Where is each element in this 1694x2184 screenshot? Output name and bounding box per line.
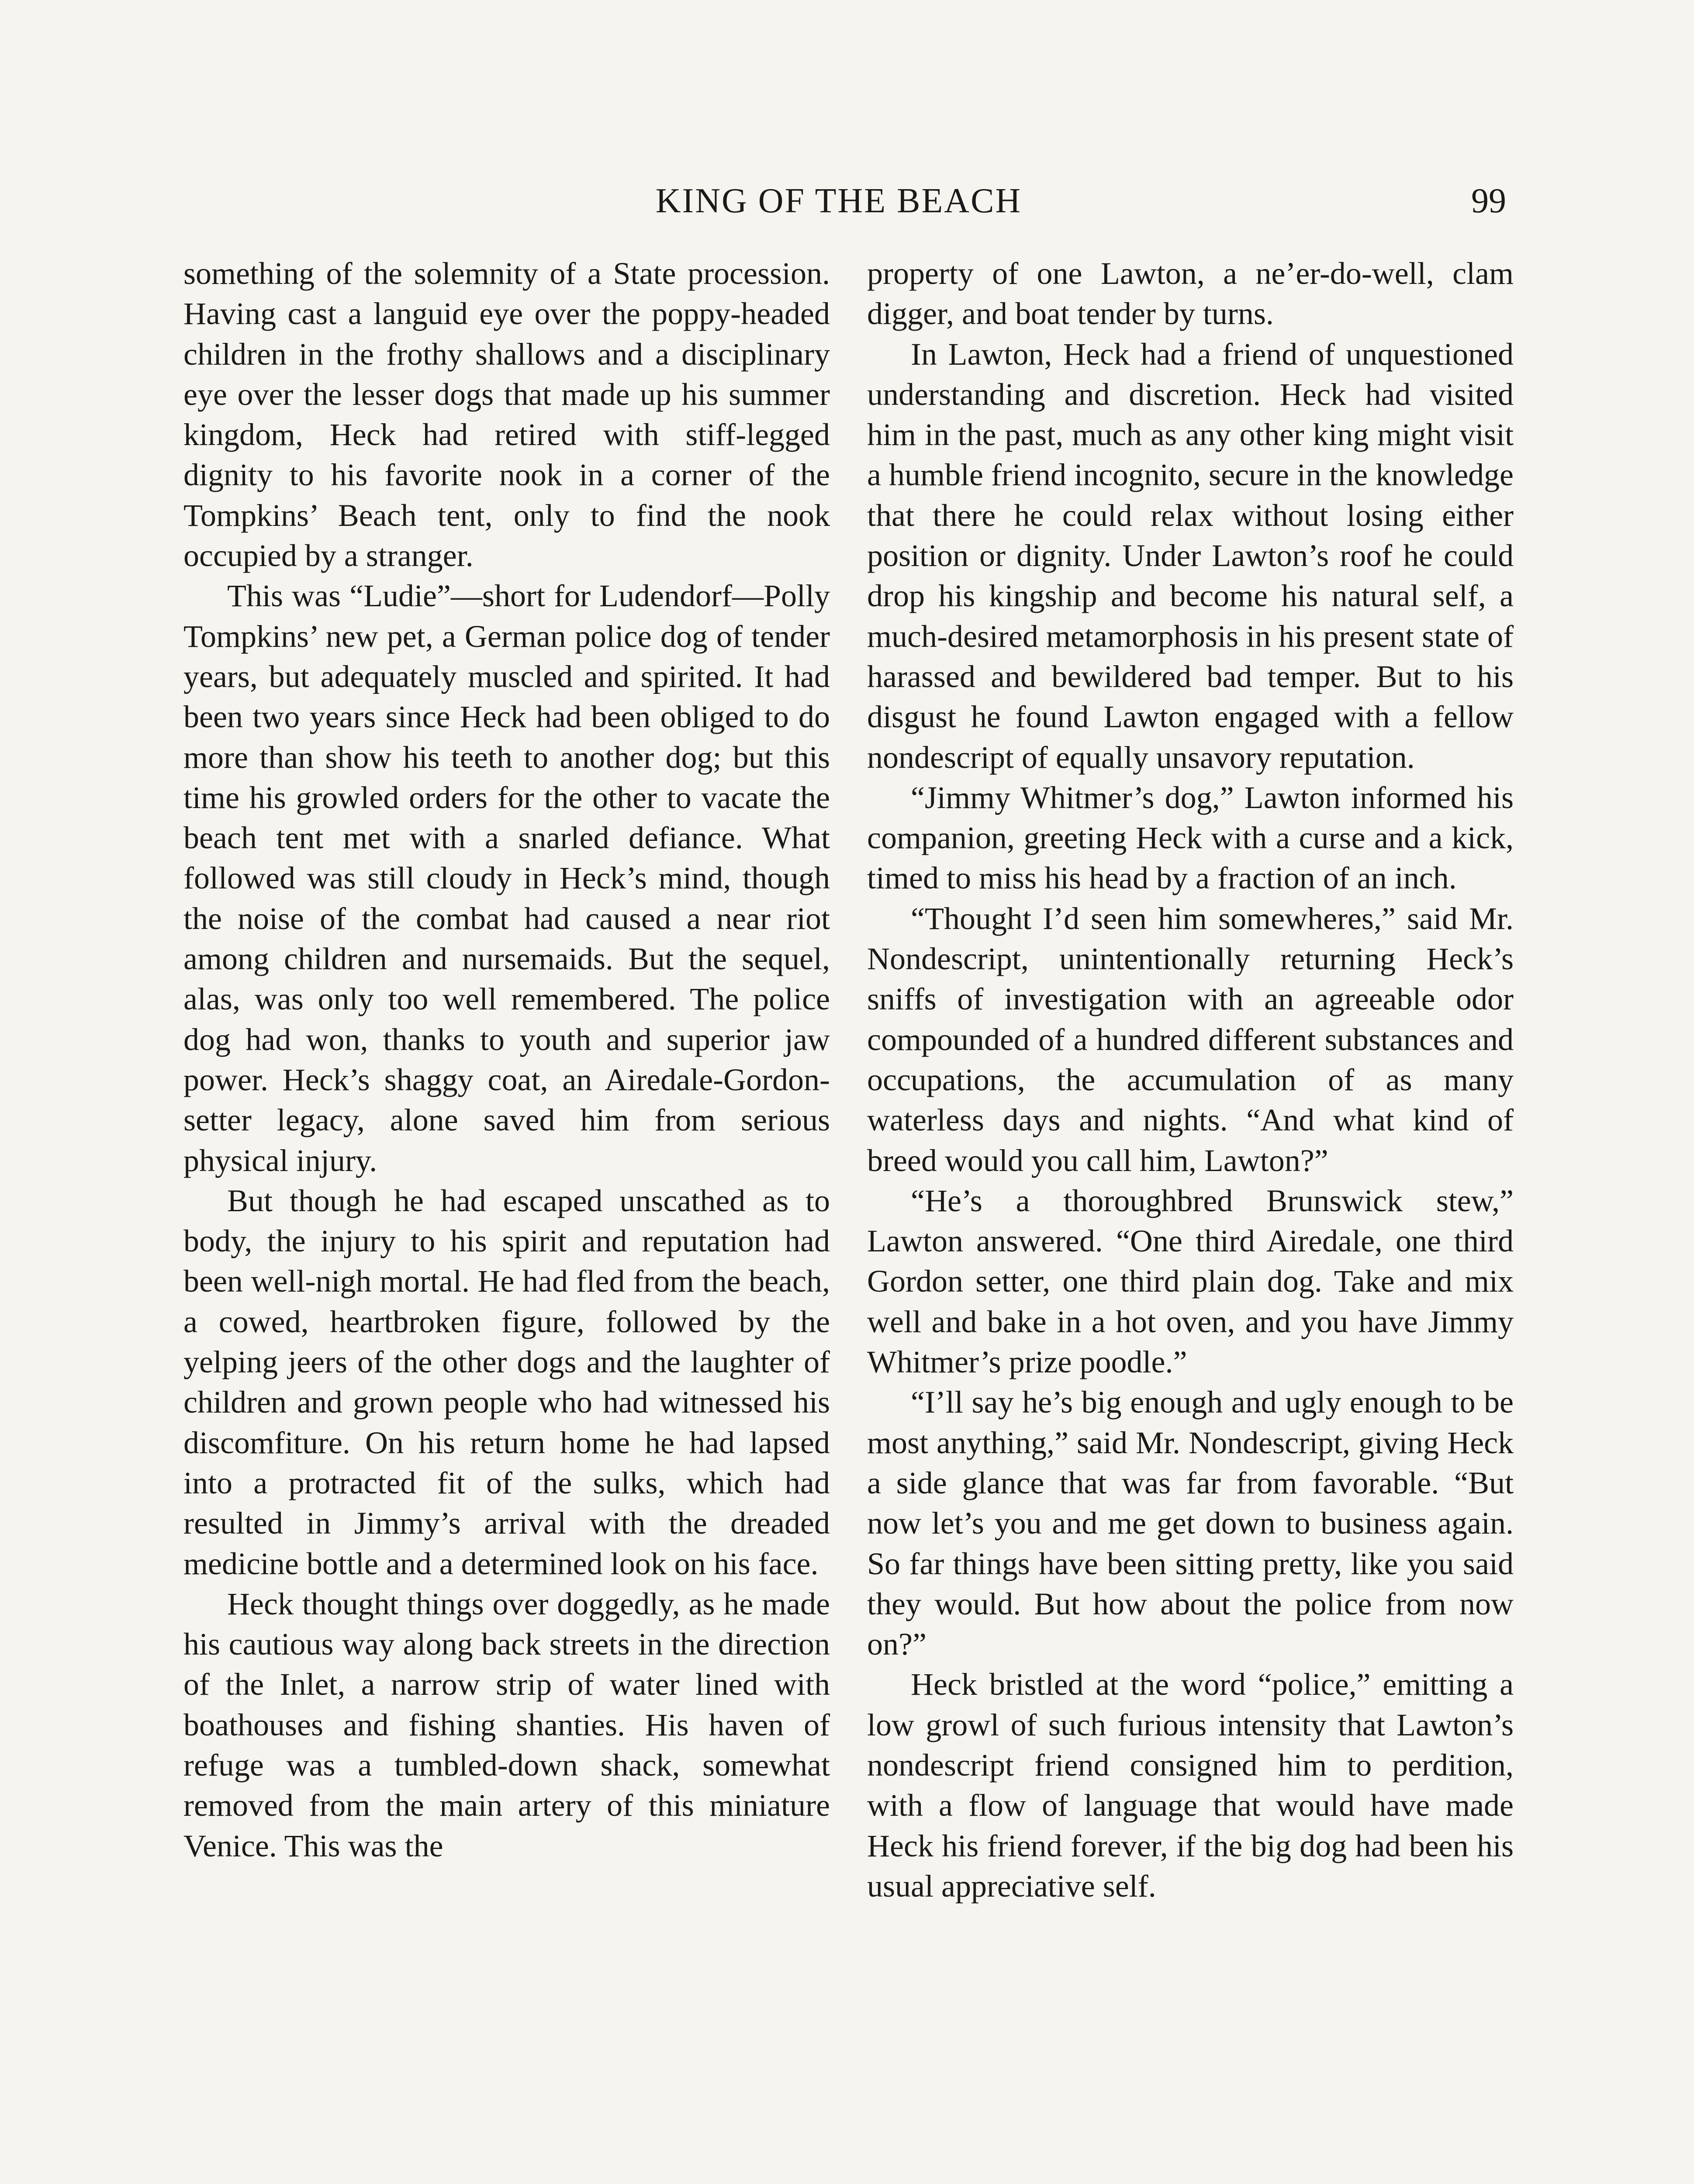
paragraph: But though he had escaped unscathed as to body, the injury to his spirit and reputation had been well-nigh mortal. He had fled from the beach, a cowed, heartbroken figure, followed by the yelping jeers of the other dogs and the laughter of children and grown people who had witnessed his discomfiture. On his return home he had lapsed into a protracted fit of the sulks, which had resulted in Jimmy’s arrival with the dreaded medicine bottle and a determined look on his face. bbox=[183, 1183, 830, 1581]
paragraph: “He’s a thoroughbred Brunswick stew,” Lawton answered. “One third Airedale, one third Gordon setter, one third plain dog. Take and mix well and bake in a hot oven, and you have Jimmy Whitmer’s prize poodle.” bbox=[867, 1183, 1514, 1380]
page-number: 99 bbox=[1471, 182, 1506, 220]
paragraph: “Jimmy Whitmer’s dog,” Lawton informed his companion, greeting Heck with a curse and a kick, timed to miss his head by a fraction of an inch. bbox=[867, 780, 1514, 896]
paragraph: Heck bristled at the word “police,” emitting a low growl of such furious intensity that Lawton’s nondescript friend consigned him to perdition, with a flow of language that would have made Heck his friend forever, if the big dog had been his usual appreciative self. bbox=[867, 1667, 1514, 1904]
paragraph: In Lawton, Heck had a friend of unquestioned understanding and discretion. Heck had visited him in the past, much as any other king might visit a humble friend incognito, secure in the knowledge that there he could relax without losing either position or dignity. Under Lawton’s roof he could drop his kingship and become his natural self, a much-desired metamorphosis in his present state of harassed and bewildered bad temper. But to his disgust he found Lawton engaged with a fellow nondescript of equally unsavory reputation. bbox=[867, 336, 1514, 775]
left-column bbox=[183, 253, 830, 1866]
paragraph: something of the solemnity of a State procession. Having cast a languid eye over the poppy-headed children in the frothy shallows and a disciplinary eye over the lesser dogs that made up his summer kingdom, Heck had retired with stiff-legged dignity to his favorite nook in a corner of the Tompkins’ Beach tent, only to find the nook occupied by a stranger. bbox=[183, 256, 830, 574]
paragraph: Heck thought things over doggedly, as he made his cautious way along back streets in the direction of the Inlet, a narrow strip of water lined with boathouses and fishing shanties. His haven of refuge was a tumbled-down shack, somewhat removed from the main artery of this miniature Venice. This was the bbox=[183, 1586, 830, 1863]
running-head bbox=[0, 175, 1694, 227]
right-column bbox=[867, 253, 1514, 1906]
running-title: KING OF THE BEACH bbox=[655, 182, 1022, 220]
paragraph: This was “Ludie”—short for Ludendorf—Polly Tompkins’ new pet, a German police dog of tender years, but adequately muscled and spirited. It had been two years since Heck had been obliged to do more than show his teeth to another dog; but this time his growled orders for the other to vacate the beach tent met with a snarled defiance. What followed was still cloudy in Heck’s mind, though the noise of the combat had caused a near riot among children and nursemaids. But the sequel, alas, was only too well remembered. The police dog had won, thanks to youth and superior jaw power. Heck’s shaggy coat, an Airedale-Gordon-setter legacy, alone saved him from serious physical injury. bbox=[183, 578, 830, 1178]
paragraph: property of one Lawton, a ne’er-do-well, clam digger, and boat tender by turns. bbox=[867, 256, 1514, 332]
paragraph: “I’ll say he’s big enough and ugly enough to be most anything,” said Mr. Nondescript, giving Heck a side glance that was far from favorable. “But now let’s you and me get down to business again. So far things have been sitting pretty, like you said they would. But how about the police from now on?” bbox=[867, 1385, 1514, 1662]
paragraph: “Thought I’d seen him somewheres,” said Mr. Nondescript, unintentionally returning Heck’s sniffs of investigation with an agreeable odor compounded of a hundred different substances and occupations, the accumulation of as many waterless days and nights. “And what kind of breed would you call him, Lawton?” bbox=[867, 901, 1514, 1178]
